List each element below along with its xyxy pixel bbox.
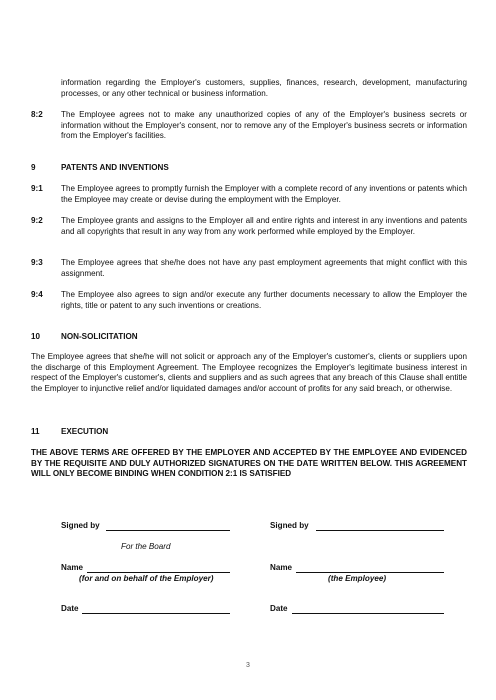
employee-signed-by-label: Signed by [270, 521, 309, 530]
employee-name-label: Name [270, 563, 293, 572]
continued-paragraph: information regarding the Employer's customers, supplies, finances, research, development, manufacturing processes, or any other technical or business information. [61, 78, 467, 98]
clause-9-4-number: 9:4 [31, 290, 43, 299]
employer-note: (for and on behalf of the Employer) [79, 574, 214, 583]
page-number: 3 [246, 662, 250, 669]
employer-name-line[interactable] [87, 572, 230, 573]
section-11-number: 11 [31, 427, 40, 436]
clause-9-3-number: 9:3 [31, 258, 43, 267]
for-the-board-note: For the Board [121, 542, 171, 551]
employee-signature-line[interactable] [316, 530, 444, 531]
employee-date-line[interactable] [292, 613, 444, 614]
clause-9-2-text: The Employee grants and assigns to the Employer all and entire rights and interest in any inventions and patents and all copyrights that result in any way from any work performed while employed by the Employer. [61, 216, 467, 236]
section-11-heading: EXECUTION [61, 427, 109, 436]
clause-9-3-text: The Employee agrees that she/he does not have any past employment agreements that might conflict with this assignment. [61, 258, 467, 278]
section-9-number: 9 [31, 163, 36, 172]
section-10-text: The Employee agrees that she/he will not solicit or approach any of the Employer's customer's, clients or suppliers upon the discharge of this Employment Agreement. The Employee recognizes the Employer's legitimate business interest in respect of the Employer's customer's, clients and suppliers and as such agrees that any breach of this Clause shall entitle the Employer to injunctive relief and/or liquidated damages and/or account of profits for any said breach, or otherwise. [31, 352, 467, 393]
employer-date-line[interactable] [82, 613, 230, 614]
section-9-heading: PATENTS AND INVENTIONS [61, 163, 169, 172]
clause-9-1-text: The Employee agrees to promptly furnish the Employer with a complete record of any inventions or patents which the Employee may create or devise during the employment with the Employer. [61, 184, 467, 204]
employer-signed-by-label: Signed by [61, 521, 100, 530]
employer-date-label: Date [61, 604, 79, 613]
employee-date-label: Date [270, 604, 288, 613]
employee-note: (the Employee) [328, 574, 387, 583]
section-10-number: 10 [31, 332, 41, 341]
clause-8-2-number: 8:2 [31, 110, 43, 119]
employee-name-line[interactable] [296, 572, 444, 573]
section-11-text: THE ABOVE TERMS ARE OFFERED BY THE EMPLOYER AND ACCEPTED BY THE EMPLOYEE AND EVIDENCED BY THE REQUISITE AND DULY AUTHORIZED SIGNATURES ON THE DATE WRITTEN BELOW. THIS AGREEMENT WILL ONLY BECOME BINDING WHEN CONDITION 2:1 IS SATISFIED [31, 448, 467, 479]
clause-8-2-text: The Employee agrees not to make any unauthorized copies of any of the Employer's business secrets or information without the Employer's consent, nor to remove any of the Employer's business secrets or information from the Employer's facilities. [61, 110, 467, 141]
clause-9-1-number: 9:1 [31, 184, 43, 193]
clause-9-2-number: 9:2 [31, 216, 43, 225]
section-10-heading: NON-SOLICITATION [61, 332, 138, 341]
clause-9-4-text: The Employee also agrees to sign and/or execute any further documents necessary to allow the Employer the rights, title or patent to any such inventions or creations. [61, 290, 467, 310]
employer-signature-line[interactable] [106, 530, 230, 531]
employer-name-label: Name [61, 563, 84, 572]
